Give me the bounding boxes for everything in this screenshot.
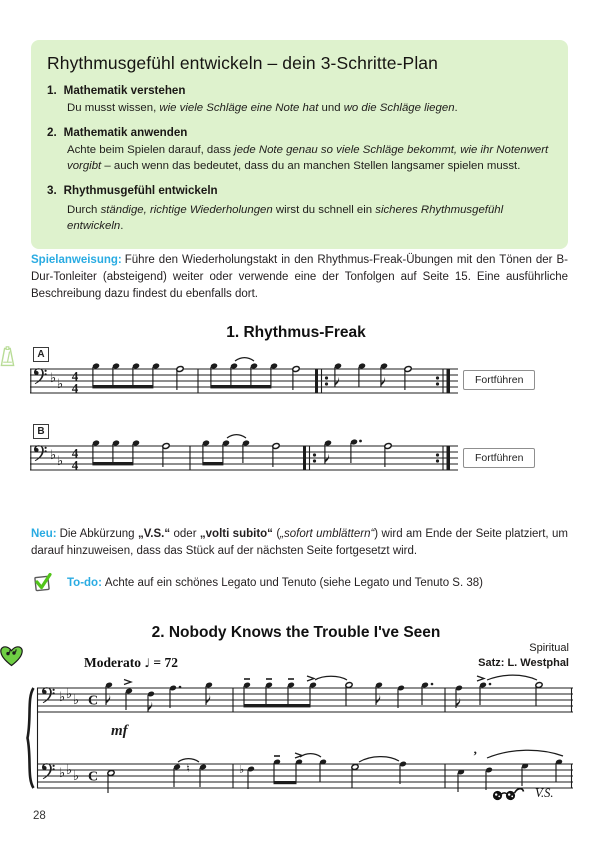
rehearsal-mark-b: B xyxy=(33,424,49,439)
piece2-genre: Spiritual xyxy=(529,642,569,654)
svg-text:♭: ♭ xyxy=(66,687,73,702)
continue-button-a[interactable]: Fortführen xyxy=(463,370,535,390)
glasses-icon xyxy=(490,785,526,802)
exercise1-title: 1. Rhythmus-Freak xyxy=(226,324,366,341)
plan-item-2 xyxy=(47,126,550,175)
svg-text:4: 4 xyxy=(71,457,79,473)
staff-a-lines xyxy=(30,369,458,393)
svg-text:♭: ♭ xyxy=(57,454,64,469)
piece2-title: 2. Nobody Knows the Trouble I've Seen xyxy=(151,624,441,641)
plan-item-1-heading: Mathematik verstehen xyxy=(63,84,186,97)
continue-button-b[interactable]: Fortführen xyxy=(463,448,535,468)
tempo-value: = 72 xyxy=(153,655,178,670)
staff-b-lines xyxy=(30,446,458,470)
new-note xyxy=(31,526,568,560)
staff-b-notation xyxy=(30,434,458,480)
todo-text: Achte auf ein schönes Legato und Tenuto (siehe Legato und Tenuto S. 38) xyxy=(104,576,483,589)
svg-text:4: 4 xyxy=(71,380,79,396)
system-brace xyxy=(28,688,38,788)
plan-item-3-heading: Rhythmusgefühl entwickeln xyxy=(63,183,218,197)
svg-text:♭: ♭ xyxy=(59,766,66,781)
bass-clef-icon xyxy=(42,687,55,703)
new-note-label: Neu: xyxy=(31,528,57,540)
bass-clef-icon xyxy=(42,763,55,779)
svg-text:C: C xyxy=(88,693,99,709)
time-signature-lower xyxy=(88,770,98,785)
quarter-note-icon: ♩ xyxy=(144,656,151,670)
time-signature-b xyxy=(72,446,79,473)
plan-item-2-number: 2. xyxy=(47,125,57,139)
svg-text:♭: ♭ xyxy=(239,763,245,776)
key-signature-b xyxy=(50,448,63,469)
svg-text:♭: ♭ xyxy=(50,371,57,386)
staff-a-notation xyxy=(30,357,458,403)
piece2-credits xyxy=(478,641,569,672)
piece2-notation xyxy=(25,672,575,802)
svg-text:C: C xyxy=(88,769,99,785)
checkbox-check-icon xyxy=(33,572,55,593)
svg-text:♭: ♭ xyxy=(50,448,57,463)
tempo-marking xyxy=(84,655,178,671)
svg-text:♭: ♭ xyxy=(73,769,80,784)
svg-text:4: 4 xyxy=(71,445,79,461)
todo-label: To-do: xyxy=(67,576,102,589)
play-instruction-label: Spielanweisung: xyxy=(31,254,122,266)
play-instruction xyxy=(31,252,568,303)
bass-clef-icon xyxy=(34,445,47,461)
key-signature-a xyxy=(50,371,63,392)
upper-staff-lines xyxy=(37,688,573,712)
page-number: 28 xyxy=(33,810,46,822)
time-signature-a xyxy=(72,369,79,396)
tempo-word: Moderato xyxy=(84,655,141,670)
volti-subito-mark xyxy=(490,785,554,802)
bass-clef-icon xyxy=(34,368,47,384)
svg-text:♭: ♭ xyxy=(66,763,73,778)
plan-item-2-heading: Mathematik anwenden xyxy=(63,125,188,139)
plan-item-1-body: Du musst wissen, wie viele Schläge eine Note hat und wo die Schläge liegen. xyxy=(67,102,458,114)
piece2-arranger: Satz: L. Westphal xyxy=(478,657,569,670)
key-signature-lower xyxy=(59,763,79,784)
svg-text:♮: ♮ xyxy=(186,762,190,775)
svg-text:♭: ♭ xyxy=(59,690,66,705)
svg-text:’: ’ xyxy=(473,748,478,763)
plan-box-title: Rhythmusgefühl entwickeln – dein 3-Schritte-Plan xyxy=(47,53,438,73)
svg-text:♭: ♭ xyxy=(57,377,64,392)
key-signature-upper xyxy=(59,687,79,708)
plan-item-2-body: Achte beim Spielen darauf, dass jede Note genau so viele Schläge bekommt, wie ihr Notenwert vorgibt – auch wenn das bedeutet, dass du an manchen Stellen langsamer spielen musst. xyxy=(67,143,549,173)
svg-text:♭: ♭ xyxy=(73,693,80,708)
plan-item-1-number: 1. xyxy=(47,84,57,97)
plan-item-3 xyxy=(47,184,550,235)
vs-abbreviation: V.S. xyxy=(535,786,554,800)
plan-box xyxy=(31,40,568,249)
dynamic-marking: mf xyxy=(111,723,128,739)
new-note-text: Die Abkürzung „V.S.“ oder „volti subito“ („sofort umblättern“) wird am Ende der Seite platziert, um darauf hinzuweisen, dass das Stück auf der nächsten Seite fortgesetzt wird. xyxy=(31,528,568,558)
play-instruction-text: Führe den Wiederholungstakt in den Rhythmus-Freak-Übungen mit den Tönen der B-Dur-Tonleiter (absteigend) weiter oder verwende eine der Tonfolgen auf Seite 15. Eine ausführliche Beschreibung dazu findest du ebenfalls dort. xyxy=(31,254,568,301)
todo-row xyxy=(33,572,553,593)
plan-item-3-body: Durch ständige, richtige Wiederholungen wirst du schnell ein sicheres Rhythmusgefühl entwickeln. xyxy=(67,203,504,233)
plan-item-1 xyxy=(47,84,550,117)
rehearsal-mark-a: A xyxy=(33,347,49,362)
svg-text:4: 4 xyxy=(71,368,79,384)
plan-item-3-number: 3. xyxy=(47,183,57,197)
time-signature-upper xyxy=(88,694,98,709)
